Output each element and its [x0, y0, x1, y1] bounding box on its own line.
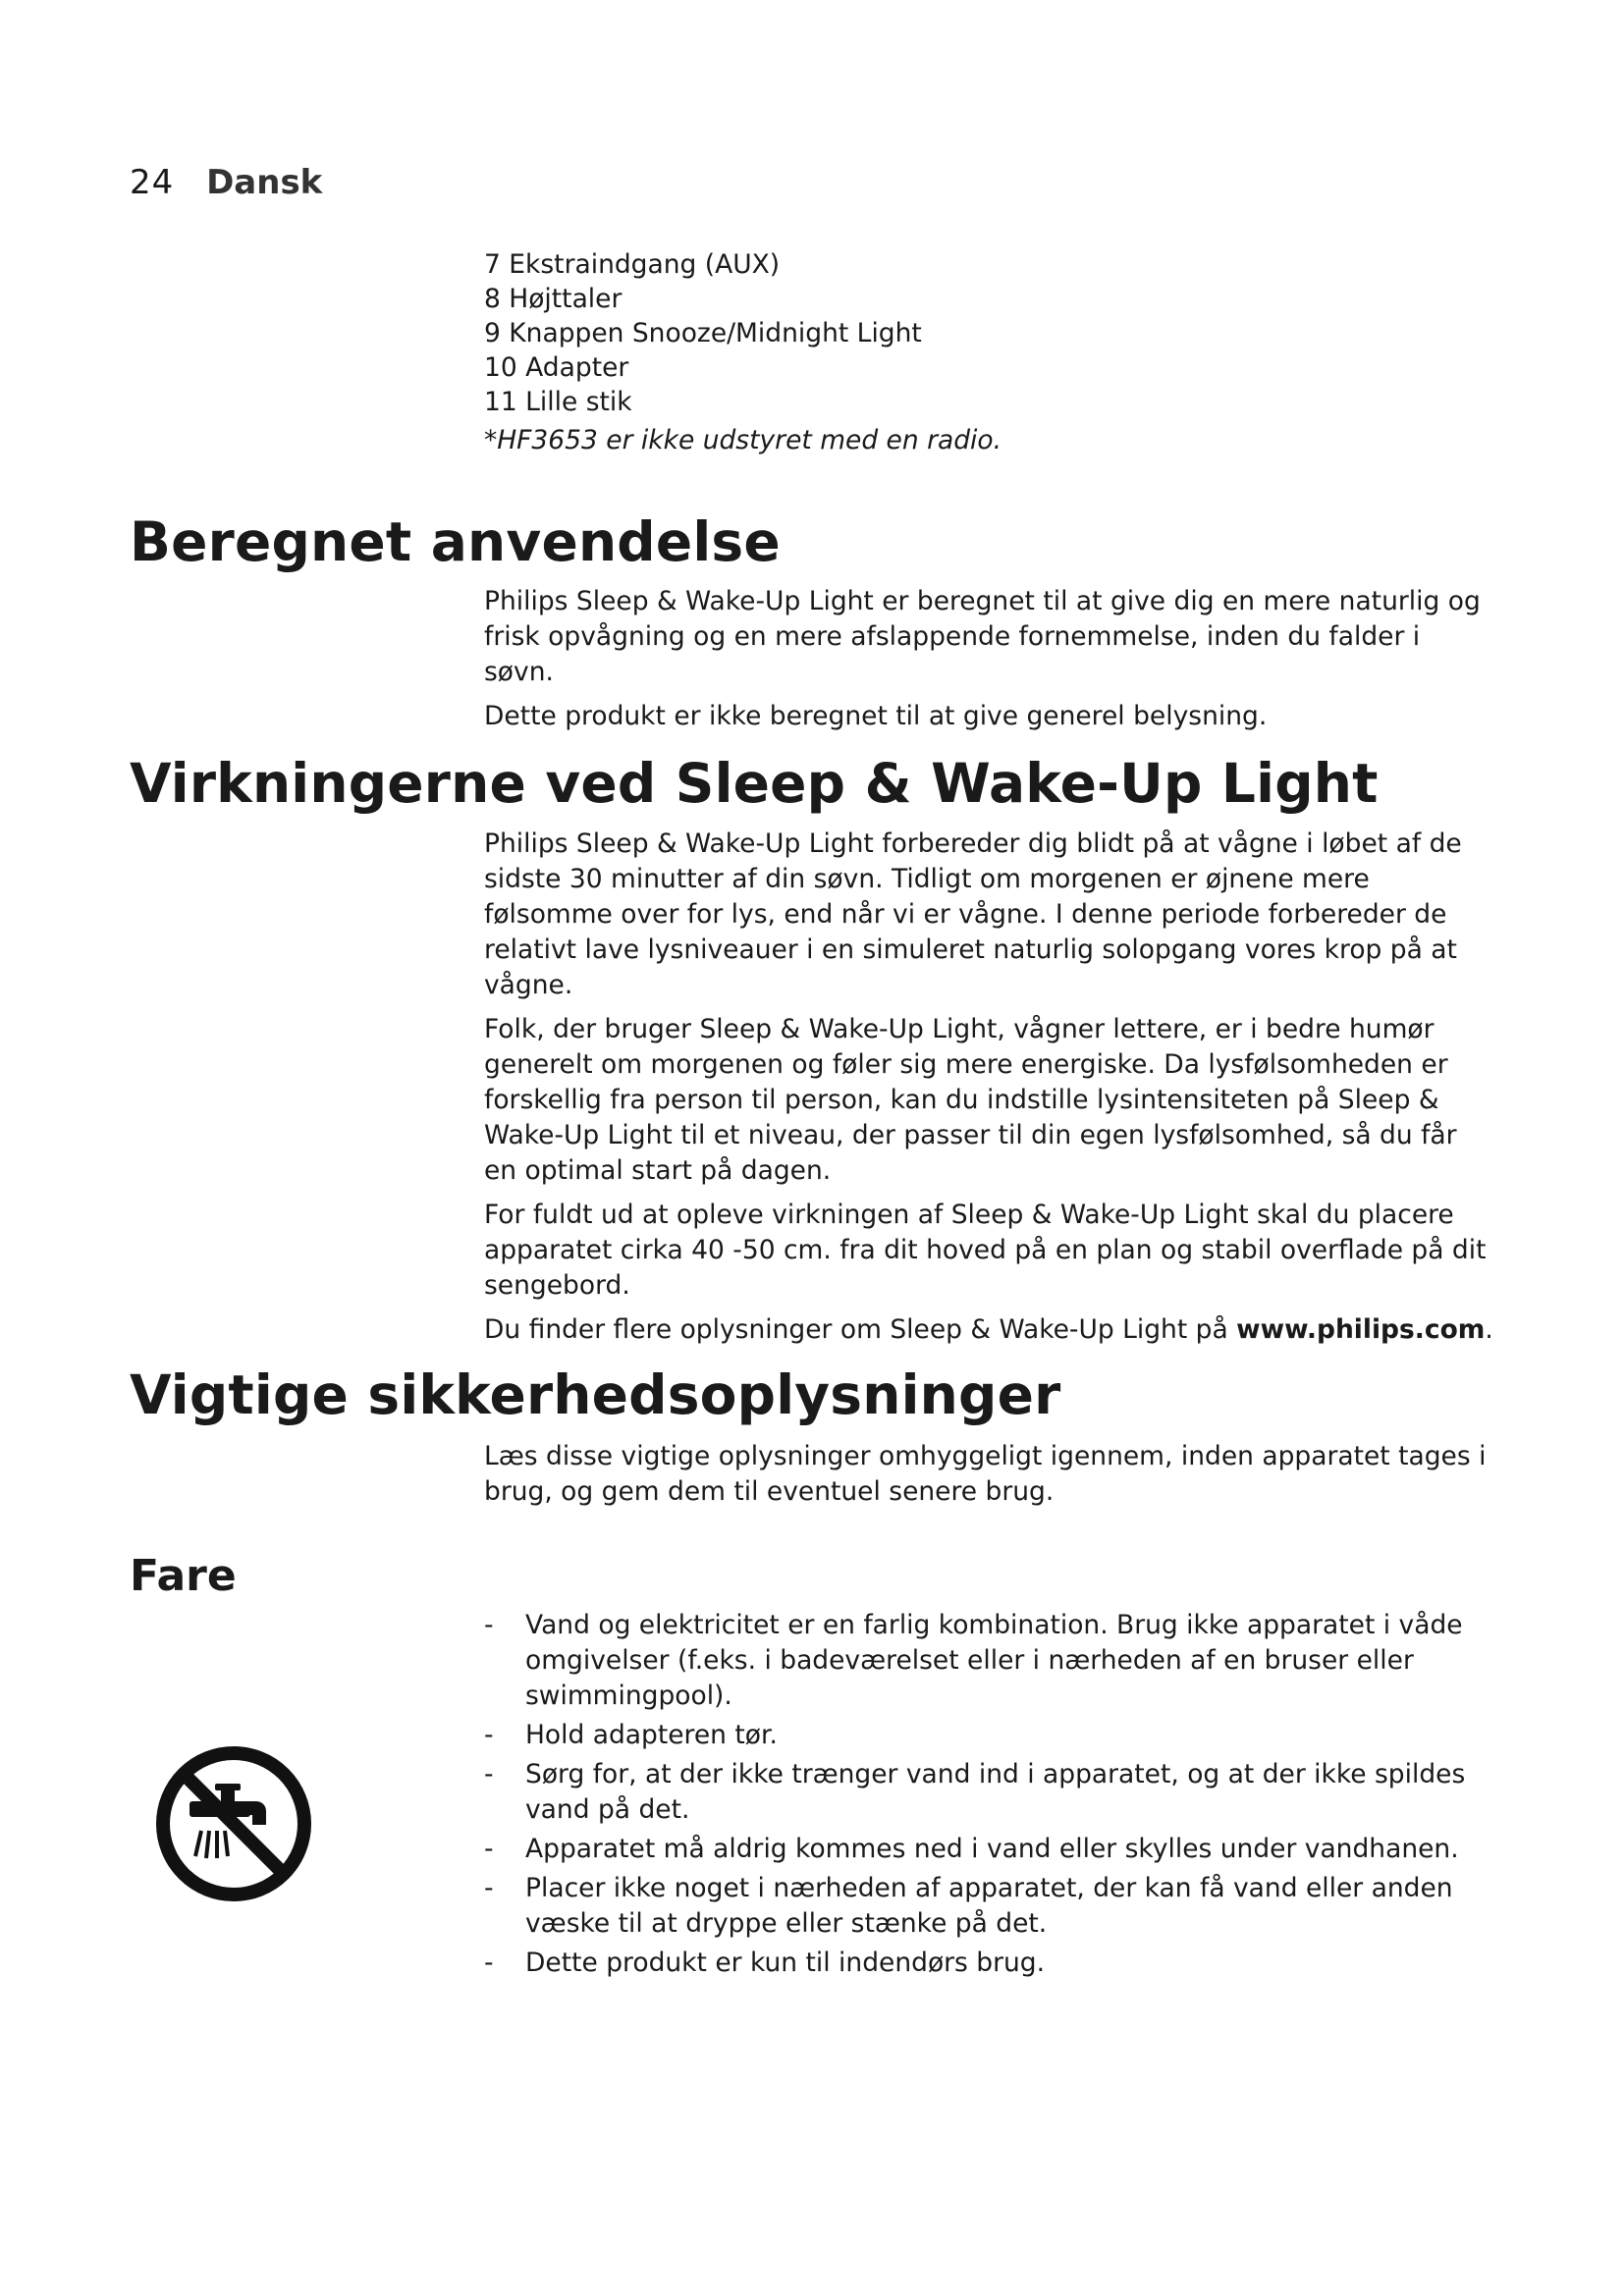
bullet-dash: - — [484, 1834, 494, 1864]
section-title-effects: Virkningerne ved Sleep & Wake-Up Light — [130, 752, 1379, 815]
page-header — [130, 163, 322, 202]
more-info-paragraph — [484, 1312, 1495, 1348]
list-item — [484, 1757, 1476, 1828]
bullet-dash: - — [484, 1873, 494, 1903]
bullet-dash: - — [484, 1759, 494, 1789]
list-item — [484, 1871, 1476, 1942]
more-info-suffix: . — [1485, 1314, 1493, 1345]
paragraph: Philips Sleep & Wake-Up Light forbereder dig blidt på at vågne i løbet af de sidste 30 minutter af din søvn. Tidligt om morgenen er øjnene mere følsomme over for lys, end når vi er vågne. I denne periode forbereder de relativt lave lysniveauer i en simuleret naturlig solopgang vores krop på at vågne. — [484, 828, 1462, 1000]
bullet-dash: - — [484, 1720, 494, 1750]
parts-list-item: 10 Adapter — [484, 352, 629, 383]
parts-list-item: 9 Knappen Snooze/Midnight Light — [484, 318, 922, 348]
philips-website-link[interactable]: www.philips.com — [1236, 1314, 1486, 1345]
list-item-text: Vand og elektricitet er en farlig kombination. Brug ikke apparatet i våde omgivelser (f.eks. i badeværelset eller i nærheden af en bruser eller swimmingpool). — [525, 1610, 1463, 1711]
paragraph: Dette produkt er ikke beregnet til at give generel belysning. — [484, 701, 1268, 731]
bullet-dash: - — [484, 1610, 494, 1640]
danger-list — [484, 1608, 1476, 1985]
paragraph: Folk, der bruger Sleep & Wake-Up Light, vågner lettere, er i bedre humør generelt om morgenen og føler sig mere energiske. Da lysfølsomheden er forskellig fra person til person, kan du indstille lysintensiteten på Sleep & Wake-Up Light til et niveau, der passer til din egen lysfølsomhed, så du får en optimal start på dagen. — [484, 1014, 1457, 1186]
intended-use-body — [484, 584, 1495, 743]
list-item-text: Sørg for, at der ikke trænger vand ind i apparatet, og at der ikke spildes vand på det. — [525, 1759, 1466, 1825]
page-number: 24 — [130, 163, 175, 202]
section-title-danger: Fare — [130, 1551, 237, 1601]
more-info-text: Du finder flere oplysninger om Sleep & Wake-Up Light på — [484, 1314, 1237, 1345]
list-item — [484, 1608, 1476, 1714]
effects-body — [484, 827, 1495, 1357]
parts-list-item: 11 Lille stik — [484, 387, 632, 417]
list-item — [484, 1718, 1476, 1753]
paragraph: For fuldt ud at opleve virkningen af Sleep & Wake-Up Light skal du placere apparatet cirka 40 -50 cm. fra dit hoved på en plan og stabil overflade på dit sengebord. — [484, 1200, 1487, 1301]
list-item-text: Hold adapteren tør. — [525, 1720, 778, 1750]
section-title-intended-use: Beregnet anvendelse — [130, 510, 781, 573]
list-item-text: Apparatet må aldrig kommes ned i vand eller skylles under vandhanen. — [525, 1834, 1459, 1864]
paragraph: Læs disse vigtige oplysninger omhyggeligt igennem, inden apparatet tages i brug, og gem dem til eventuel senere brug. — [484, 1441, 1487, 1507]
no-water-tap-icon — [152, 1742, 315, 1905]
list-item-text: Placer ikke noget i nærheden af apparatet, der kan få vand eller anden væske til at dryppe eller stænke på det. — [525, 1873, 1453, 1939]
bullet-dash: - — [484, 1948, 494, 1978]
radio-note: *HF3653 er ikke udstyret med en radio. — [484, 425, 1002, 455]
parts-list — [484, 247, 1495, 457]
paragraph: Philips Sleep & Wake-Up Light er beregnet til at give dig en mere naturlig og frisk opvågning og en mere afslappende fornemmelse, inden du falder i søvn. — [484, 586, 1481, 687]
list-item-text: Dette produkt er kun til indendørs brug. — [525, 1948, 1046, 1978]
language-label: Dansk — [206, 163, 323, 202]
list-item — [484, 1832, 1476, 1867]
parts-list-item: 7 Ekstraindgang (AUX) — [484, 249, 781, 280]
safety-intro — [484, 1439, 1495, 1519]
parts-list-item: 8 Højttaler — [484, 284, 623, 314]
section-title-safety: Vigtige sikkerhedsoplysninger — [130, 1363, 1061, 1426]
list-item — [484, 1946, 1476, 1981]
